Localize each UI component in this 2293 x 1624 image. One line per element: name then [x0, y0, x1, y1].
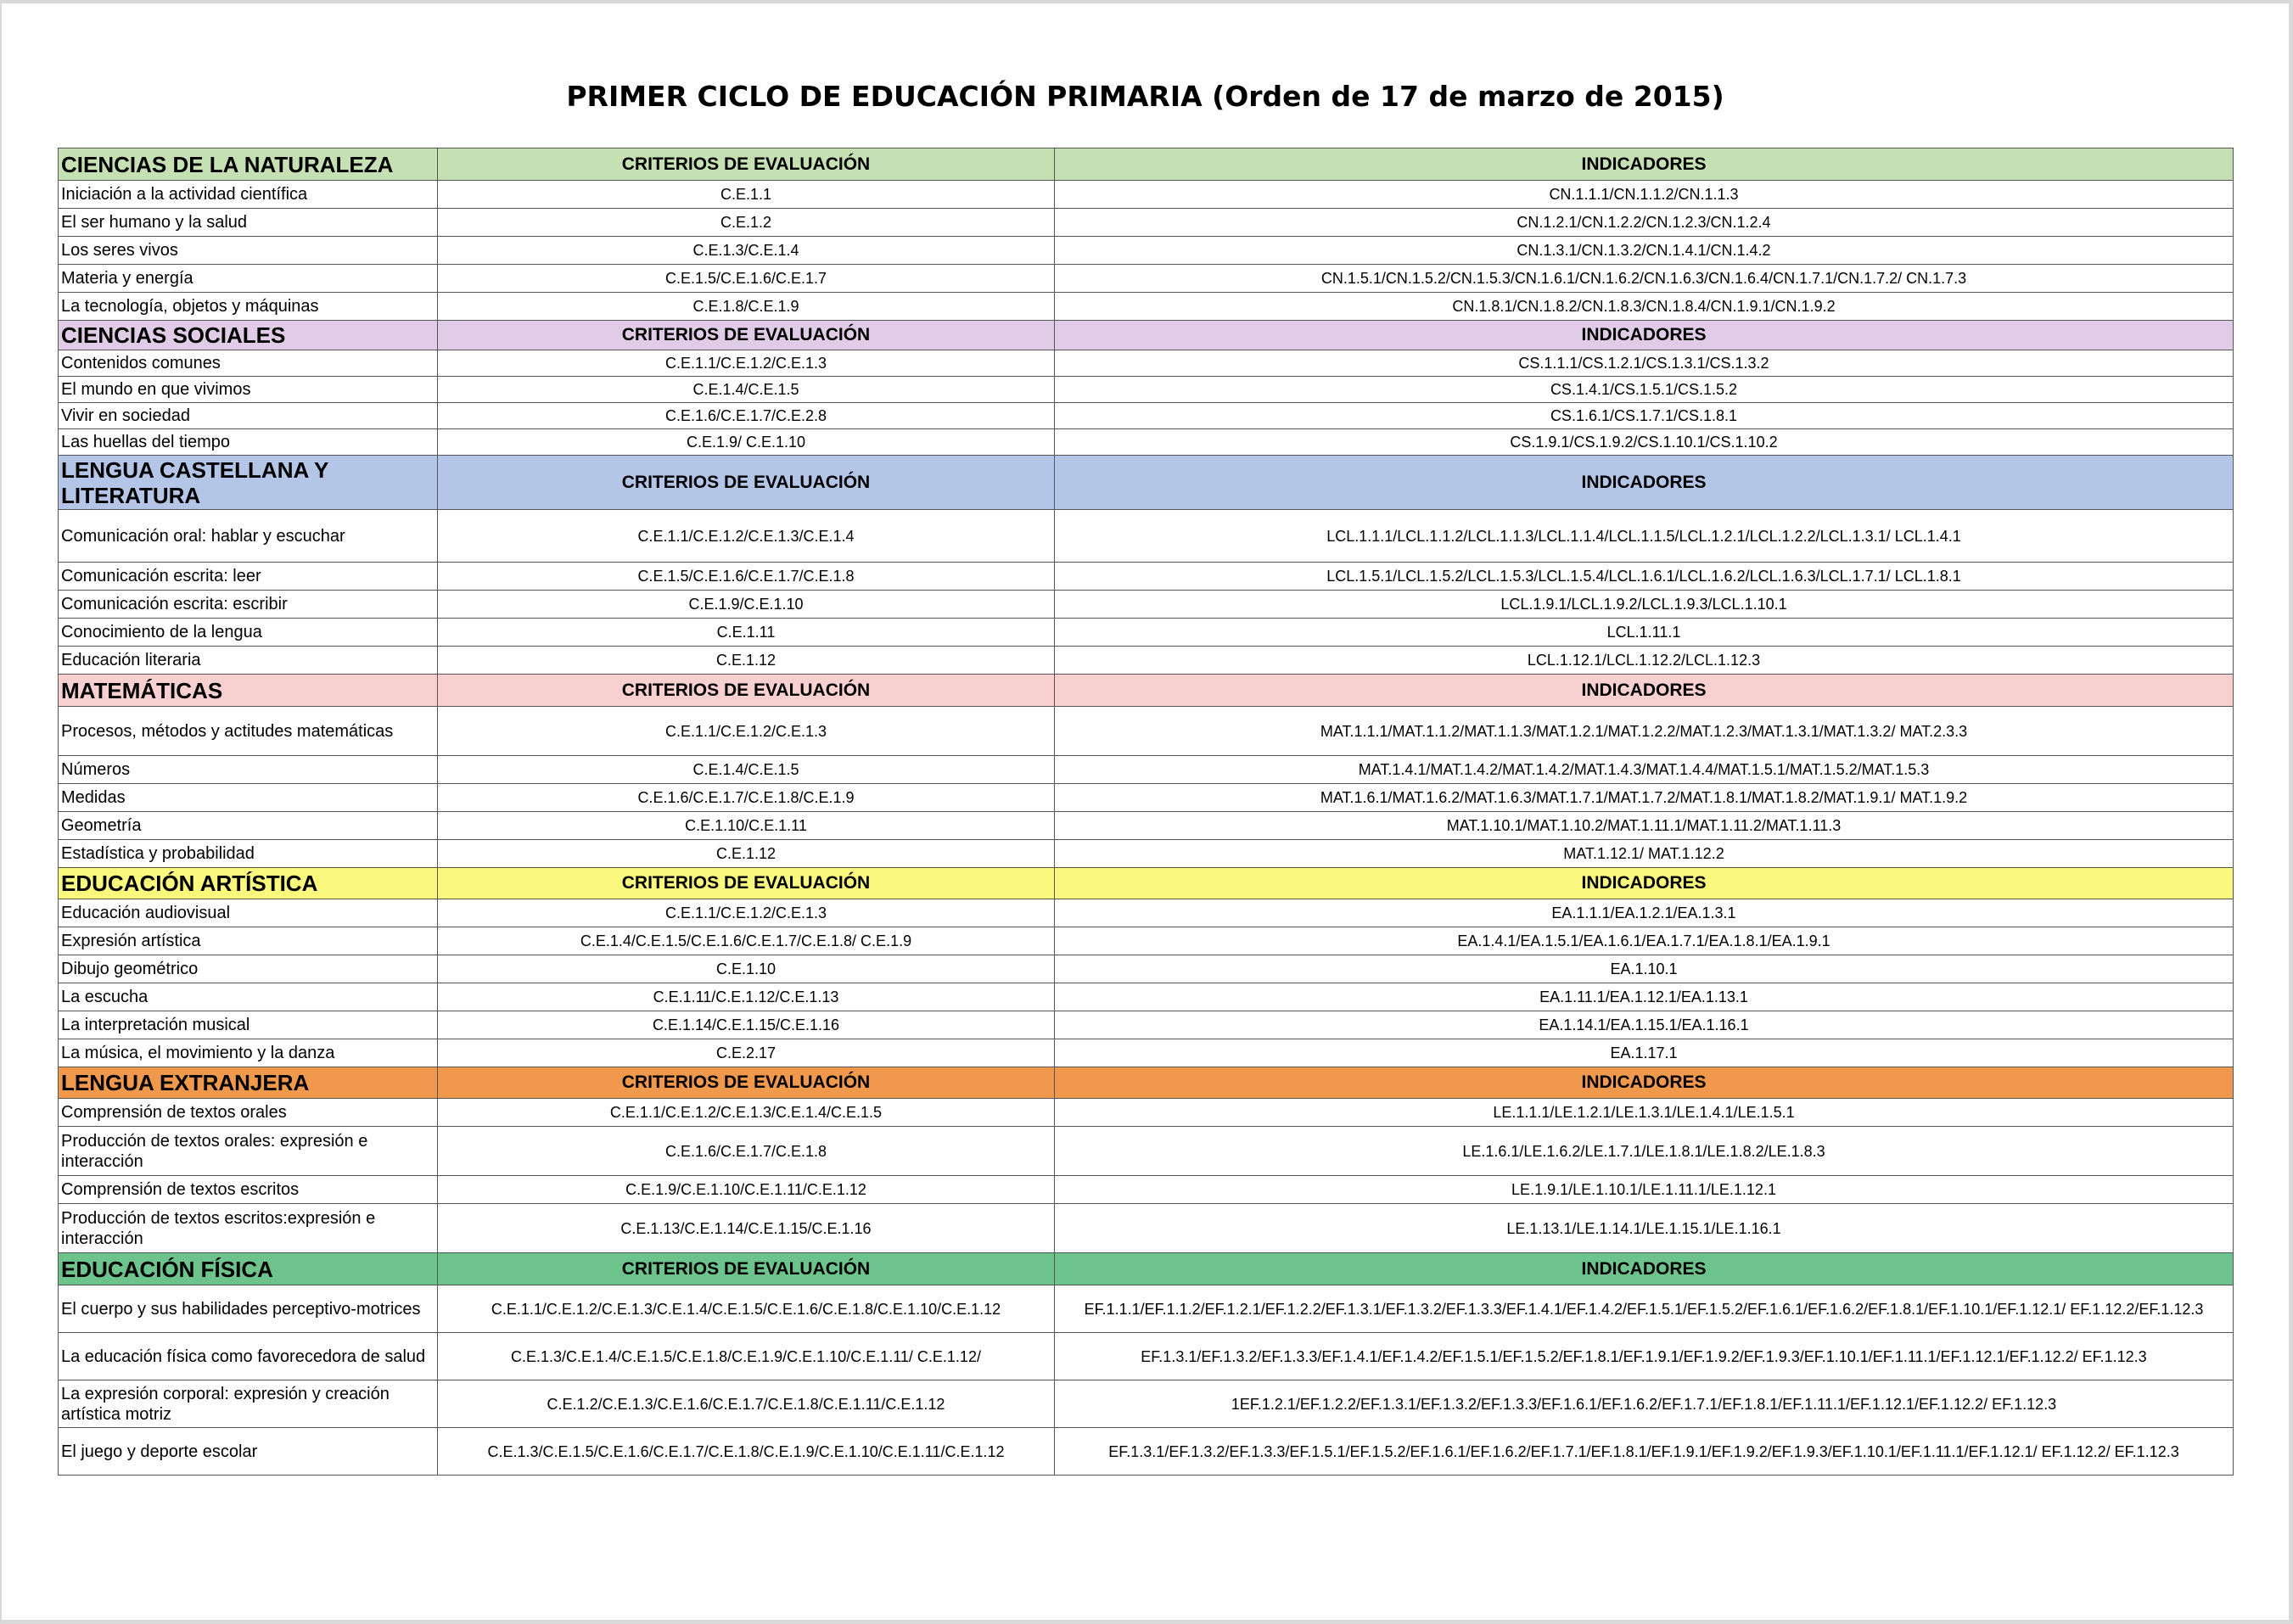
section-header-row	[59, 456, 2234, 510]
block-cell: Expresión artística	[59, 927, 438, 955]
criteria-cell: C.E.1.12	[438, 647, 1055, 675]
indicators-cell: CN.1.2.1/CN.1.2.2/CN.1.2.3/CN.1.2.4	[1055, 209, 2234, 237]
table-row	[59, 1127, 2234, 1176]
block-cell: Comprensión de textos orales	[59, 1099, 438, 1127]
table-row	[59, 812, 2234, 840]
block-cell: Números	[59, 756, 438, 784]
block-cell: La interpretación musical	[59, 1011, 438, 1039]
table-row	[59, 899, 2234, 927]
block-cell: Producción de textos escritos:expresión e interacción	[59, 1204, 438, 1253]
indicators-cell: EA.1.1.1/EA.1.2.1/EA.1.3.1	[1055, 899, 2234, 927]
indicators-cell: CS.1.9.1/CS.1.9.2/CS.1.10.1/CS.1.10.2	[1055, 429, 2234, 456]
table-row	[59, 619, 2234, 647]
indicators-cell: LCL.1.1.1/LCL.1.1.2/LCL.1.1.3/LCL.1.1.4/LCL.1.1.5/LCL.1.2.1/LCL.1.2.2/LCL.1.3.1/ LCL.1.4.1	[1055, 510, 2234, 563]
indicators-cell: MAT.1.10.1/MAT.1.10.2/MAT.1.11.1/MAT.1.11.2/MAT.1.11.3	[1055, 812, 2234, 840]
section-header-row	[59, 321, 2234, 350]
criteria-cell: C.E.1.1/C.E.1.2/C.E.1.3/C.E.1.4	[438, 510, 1055, 563]
block-cell: Producción de textos orales: expresión e interacción	[59, 1127, 438, 1176]
indicators-header: INDICADORES	[1055, 456, 2234, 510]
block-cell: Contenidos comunes	[59, 350, 438, 377]
section-header-row	[59, 148, 2234, 181]
indicators-cell: LE.1.9.1/LE.1.10.1/LE.1.11.1/LE.1.12.1	[1055, 1176, 2234, 1204]
block-cell: La educación física como favorecedora de salud	[59, 1333, 438, 1380]
table-row	[59, 707, 2234, 756]
page-title: PRIMER CICLO DE EDUCACIÓN PRIMARIA (Orden de 17 de marzo de 2015)	[566, 80, 1724, 113]
criteria-cell: C.E.1.11/C.E.1.12/C.E.1.13	[438, 983, 1055, 1011]
table-row	[59, 983, 2234, 1011]
table-row	[59, 927, 2234, 955]
block-cell: Iniciación a la actividad científica	[59, 181, 438, 209]
section-title: LENGUA CASTELLANA Y LITERATURA	[59, 456, 438, 510]
block-cell: Educación audiovisual	[59, 899, 438, 927]
indicators-header: INDICADORES	[1055, 1067, 2234, 1099]
criteria-cell: C.E.1.1/C.E.1.2/C.E.1.3	[438, 350, 1055, 377]
indicators-cell: LE.1.1.1/LE.1.2.1/LE.1.3.1/LE.1.4.1/LE.1.5.1	[1055, 1099, 2234, 1127]
criteria-cell: C.E.1.5/C.E.1.6/C.E.1.7	[438, 265, 1055, 293]
table-row	[59, 756, 2234, 784]
criteria-cell: C.E.1.10	[438, 955, 1055, 983]
document-page	[2, 3, 2289, 1620]
section-header-row	[59, 868, 2234, 899]
criteria-cell: C.E.1.4/C.E.1.5	[438, 756, 1055, 784]
criteria-cell: C.E.1.6/C.E.1.7/C.E.1.8/C.E.1.9	[438, 784, 1055, 812]
criteria-cell: C.E.2.17	[438, 1039, 1055, 1067]
criteria-cell: C.E.1.4/C.E.1.5	[438, 377, 1055, 403]
table-row	[59, 429, 2234, 456]
criteria-cell: C.E.1.3/C.E.1.4/C.E.1.5/C.E.1.8/C.E.1.9/C.E.1.10/C.E.1.11/ C.E.1.12/	[438, 1333, 1055, 1380]
criteria-header: CRITERIOS DE EVALUACIÓN	[438, 456, 1055, 510]
criteria-cell: C.E.1.8/C.E.1.9	[438, 293, 1055, 321]
table-row	[59, 510, 2234, 563]
criteria-cell: C.E.1.13/C.E.1.14/C.E.1.15/C.E.1.16	[438, 1204, 1055, 1253]
criteria-cell: C.E.1.1/C.E.1.2/C.E.1.3/C.E.1.4/C.E.1.5/C.E.1.6/C.E.1.8/C.E.1.10/C.E.1.12	[438, 1285, 1055, 1333]
block-cell: Materia y energía	[59, 265, 438, 293]
block-cell: El juego y deporte escolar	[59, 1428, 438, 1476]
criteria-header: CRITERIOS DE EVALUACIÓN	[438, 321, 1055, 350]
criteria-cell: C.E.1.12	[438, 840, 1055, 868]
indicators-cell: EA.1.4.1/EA.1.5.1/EA.1.6.1/EA.1.7.1/EA.1.8.1/EA.1.9.1	[1055, 927, 2234, 955]
criteria-cell: C.E.1.6/C.E.1.7/C.E.1.8	[438, 1127, 1055, 1176]
block-cell: Procesos, métodos y actitudes matemáticas	[59, 707, 438, 756]
block-cell: El mundo en que vivimos	[59, 377, 438, 403]
section-title: LENGUA EXTRANJERA	[59, 1067, 438, 1099]
indicators-cell: LCL.1.9.1/LCL.1.9.2/LCL.1.9.3/LCL.1.10.1	[1055, 591, 2234, 619]
indicators-cell: MAT.1.4.1/MAT.1.4.2/MAT.1.4.2/MAT.1.4.3/MAT.1.4.4/MAT.1.5.1/MAT.1.5.2/MAT.1.5.3	[1055, 756, 2234, 784]
indicators-header: INDICADORES	[1055, 1253, 2234, 1285]
section-title: MATEMÁTICAS	[59, 675, 438, 707]
indicators-cell: MAT.1.6.1/MAT.1.6.2/MAT.1.6.3/MAT.1.7.1/MAT.1.7.2/MAT.1.8.1/MAT.1.8.2/MAT.1.9.1/ MAT.1.9.2	[1055, 784, 2234, 812]
criteria-cell: C.E.1.2	[438, 209, 1055, 237]
table-row	[59, 293, 2234, 321]
section-title: CIENCIAS SOCIALES	[59, 321, 438, 350]
block-cell: La tecnología, objetos y máquinas	[59, 293, 438, 321]
block-cell: El cuerpo y sus habilidades perceptivo-motrices	[59, 1285, 438, 1333]
block-cell: La expresión corporal: expresión y creación artística motriz	[59, 1380, 438, 1428]
block-cell: Comprensión de textos escritos	[59, 1176, 438, 1204]
table-row	[59, 1176, 2234, 1204]
table-row	[59, 955, 2234, 983]
indicators-cell: LCL.1.11.1	[1055, 619, 2234, 647]
table-row	[59, 265, 2234, 293]
criteria-cell: C.E.1.14/C.E.1.15/C.E.1.16	[438, 1011, 1055, 1039]
indicators-cell: EA.1.17.1	[1055, 1039, 2234, 1067]
criteria-header: CRITERIOS DE EVALUACIÓN	[438, 868, 1055, 899]
block-cell: La música, el movimiento y la danza	[59, 1039, 438, 1067]
criteria-cell: C.E.1.9/C.E.1.10	[438, 591, 1055, 619]
block-cell: Las huellas del tiempo	[59, 429, 438, 456]
table-row	[59, 1099, 2234, 1127]
table-row	[59, 377, 2234, 403]
criteria-cell: C.E.1.1/C.E.1.2/C.E.1.3/C.E.1.4/C.E.1.5	[438, 1099, 1055, 1127]
block-cell: Comunicación oral: hablar y escuchar	[59, 510, 438, 563]
indicators-cell: CS.1.1.1/CS.1.2.1/CS.1.3.1/CS.1.3.2	[1055, 350, 2234, 377]
criteria-cell: C.E.1.5/C.E.1.6/C.E.1.7/C.E.1.8	[438, 563, 1055, 591]
table-row	[59, 647, 2234, 675]
criteria-cell: C.E.1.1	[438, 181, 1055, 209]
block-cell: Estadística y probabilidad	[59, 840, 438, 868]
table-row	[59, 591, 2234, 619]
indicators-header: INDICADORES	[1055, 868, 2234, 899]
indicators-cell: CN.1.8.1/CN.1.8.2/CN.1.8.3/CN.1.8.4/CN.1.9.1/CN.1.9.2	[1055, 293, 2234, 321]
criteria-header: CRITERIOS DE EVALUACIÓN	[438, 1067, 1055, 1099]
criteria-cell: C.E.1.3/C.E.1.4	[438, 237, 1055, 265]
table-row	[59, 1285, 2234, 1333]
indicators-header: INDICADORES	[1055, 321, 2234, 350]
table-row	[59, 1380, 2234, 1428]
indicators-cell: LE.1.13.1/LE.1.14.1/LE.1.15.1/LE.1.16.1	[1055, 1204, 2234, 1253]
indicators-cell: EA.1.11.1/EA.1.12.1/EA.1.13.1	[1055, 983, 2234, 1011]
block-cell: Medidas	[59, 784, 438, 812]
table-row	[59, 840, 2234, 868]
indicators-cell: LCL.1.5.1/LCL.1.5.2/LCL.1.5.3/LCL.1.5.4/LCL.1.6.1/LCL.1.6.2/LCL.1.6.3/LCL.1.7.1/ LCL.1.8.1	[1055, 563, 2234, 591]
section-title: EDUCACIÓN ARTÍSTICA	[59, 868, 438, 899]
indicators-cell: EF.1.1.1/EF.1.1.2/EF.1.2.1/EF.1.2.2/EF.1.3.1/EF.1.3.2/EF.1.3.3/EF.1.4.1/EF.1.4.2/EF.1.5.1/EF.1.5.2/EF.1.6.1/EF.1.6.2/EF.1.8.1/EF.1.10.1/EF.1.12.1/ EF.1.12.2/EF.1.12.3	[1055, 1285, 2234, 1333]
indicators-cell: LE.1.6.1/LE.1.6.2/LE.1.7.1/LE.1.8.1/LE.1.8.2/LE.1.8.3	[1055, 1127, 2234, 1176]
section-header-row	[59, 1067, 2234, 1099]
indicators-cell: CN.1.5.1/CN.1.5.2/CN.1.5.3/CN.1.6.1/CN.1.6.2/CN.1.6.3/CN.1.6.4/CN.1.7.1/CN.1.7.2/ CN.1.7.3	[1055, 265, 2234, 293]
indicators-cell: LCL.1.12.1/LCL.1.12.2/LCL.1.12.3	[1055, 647, 2234, 675]
criteria-header: CRITERIOS DE EVALUACIÓN	[438, 1253, 1055, 1285]
section-header-row	[59, 1253, 2234, 1285]
criteria-cell: C.E.1.9/ C.E.1.10	[438, 429, 1055, 456]
block-cell: Dibujo geométrico	[59, 955, 438, 983]
criteria-header: CRITERIOS DE EVALUACIÓN	[438, 148, 1055, 181]
block-cell: Comunicación escrita: escribir	[59, 591, 438, 619]
indicators-cell: EA.1.14.1/EA.1.15.1/EA.1.16.1	[1055, 1011, 2234, 1039]
indicators-cell: CS.1.4.1/CS.1.5.1/CS.1.5.2	[1055, 377, 2234, 403]
table-row	[59, 1204, 2234, 1253]
block-cell: Educación literaria	[59, 647, 438, 675]
table-row	[59, 237, 2234, 265]
table-row	[59, 1333, 2234, 1380]
indicators-cell: EA.1.10.1	[1055, 955, 2234, 983]
indicators-cell: CN.1.3.1/CN.1.3.2/CN.1.4.1/CN.1.4.2	[1055, 237, 2234, 265]
table-row	[59, 563, 2234, 591]
criteria-header: CRITERIOS DE EVALUACIÓN	[438, 675, 1055, 707]
indicators-cell: MAT.1.1.1/MAT.1.1.2/MAT.1.1.3/MAT.1.2.1/MAT.1.2.2/MAT.1.2.3/MAT.1.3.1/MAT.1.3.2/ MAT.2.3.3	[1055, 707, 2234, 756]
indicators-cell: CS.1.6.1/CS.1.7.1/CS.1.8.1	[1055, 403, 2234, 429]
block-cell: La escucha	[59, 983, 438, 1011]
table-row	[59, 784, 2234, 812]
indicators-cell: MAT.1.12.1/ MAT.1.12.2	[1055, 840, 2234, 868]
criteria-cell: C.E.1.6/C.E.1.7/C.E.2.8	[438, 403, 1055, 429]
indicators-cell: EF.1.3.1/EF.1.3.2/EF.1.3.3/EF.1.4.1/EF.1.4.2/EF.1.5.1/EF.1.5.2/EF.1.8.1/EF.1.9.1/EF.1.9.2/EF.1.9.3/EF.1.10.1/EF.1.11.1/EF.1.12.1/EF.1.12.2/ EF.1.12.3	[1055, 1333, 2234, 1380]
criteria-cell: C.E.1.4/C.E.1.5/C.E.1.6/C.E.1.7/C.E.1.8/ C.E.1.9	[438, 927, 1055, 955]
table-row	[59, 181, 2234, 209]
criteria-cell: C.E.1.9/C.E.1.10/C.E.1.11/C.E.1.12	[438, 1176, 1055, 1204]
indicators-cell: EF.1.3.1/EF.1.3.2/EF.1.3.3/EF.1.5.1/EF.1.5.2/EF.1.6.1/EF.1.6.2/EF.1.7.1/EF.1.8.1/EF.1.9.1/EF.1.9.2/EF.1.9.3/EF.1.10.1/EF.1.11.1/EF.1.12.1/ EF.1.12.2/ EF.1.12.3	[1055, 1428, 2234, 1476]
section-title: CIENCIAS DE LA NATURALEZA	[59, 148, 438, 181]
table-row	[59, 1011, 2234, 1039]
block-cell: Geometría	[59, 812, 438, 840]
criteria-cell: C.E.1.2/C.E.1.3/C.E.1.6/C.E.1.7/C.E.1.8/C.E.1.11/C.E.1.12	[438, 1380, 1055, 1428]
block-cell: Conocimiento de la lengua	[59, 619, 438, 647]
indicators-cell: 1EF.1.2.1/EF.1.2.2/EF.1.3.1/EF.1.3.2/EF.1.3.3/EF.1.6.1/EF.1.6.2/EF.1.7.1/EF.1.8.1/EF.1.11.1/EF.1.12.1/EF.1.12.2/ EF.1.12.3	[1055, 1380, 2234, 1428]
section-title: EDUCACIÓN FÍSICA	[59, 1253, 438, 1285]
table-row	[59, 209, 2234, 237]
block-cell: Comunicación escrita: leer	[59, 563, 438, 591]
criteria-cell: C.E.1.11	[438, 619, 1055, 647]
block-cell: Vivir en sociedad	[59, 403, 438, 429]
indicators-header: INDICADORES	[1055, 148, 2234, 181]
table-row	[59, 403, 2234, 429]
criteria-cell: C.E.1.1/C.E.1.2/C.E.1.3	[438, 899, 1055, 927]
indicators-cell: CN.1.1.1/CN.1.1.2/CN.1.1.3	[1055, 181, 2234, 209]
section-header-row	[59, 675, 2234, 707]
block-cell: Los seres vivos	[59, 237, 438, 265]
table-row	[59, 350, 2234, 377]
block-cell: El ser humano y la salud	[59, 209, 438, 237]
criteria-cell: C.E.1.1/C.E.1.2/C.E.1.3	[438, 707, 1055, 756]
criteria-cell: C.E.1.10/C.E.1.11	[438, 812, 1055, 840]
table-row	[59, 1039, 2234, 1067]
criteria-cell: C.E.1.3/C.E.1.5/C.E.1.6/C.E.1.7/C.E.1.8/C.E.1.9/C.E.1.10/C.E.1.11/C.E.1.12	[438, 1428, 1055, 1476]
indicators-header: INDICADORES	[1055, 675, 2234, 707]
curriculum-table	[58, 148, 2234, 1476]
table-row	[59, 1428, 2234, 1476]
